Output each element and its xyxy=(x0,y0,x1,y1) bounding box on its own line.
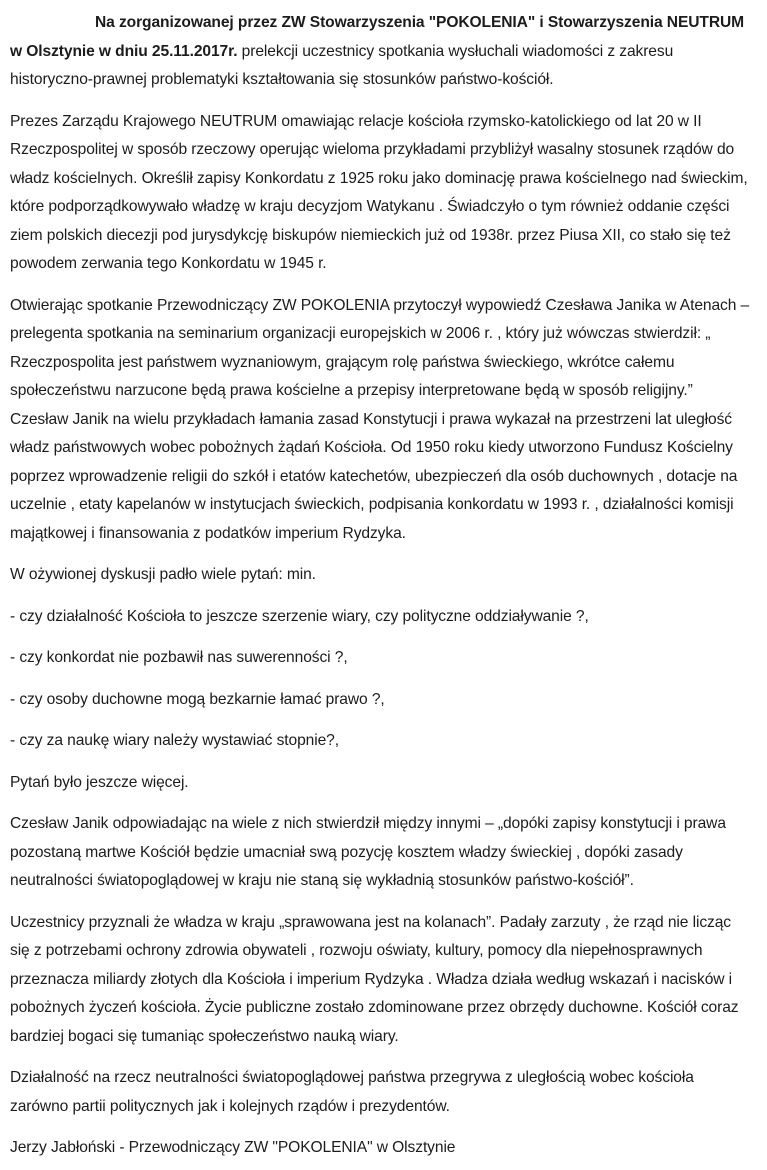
intro-bold-text: Na zorganizowanej przez ZW Stowarzyszenia "POKOLENIA" i Stowarzyszenia NEUTRUM w Olsztynie w dniu 25.11.2017r. xyxy=(10,14,745,60)
prezes-paragraph: Prezes Zarządu Krajowego NEUTRUM omawiając relacje kościoła rzymsko-katolickiego od lat 20 w II Rzeczpospolitej w sposób rzeczowy operując wieloma przykładami przybliżył wasalny stosunek rządów do władz kościelnych. Określił zapisy Konkordatu z 1925 roku jako dominację prawa kościelnego nad świeckim, które podporządkowywało władzę w kraju decyzjom Watykanu . Świadczyło o tym również oddanie części ziem polskich diecezji pod jurysdykcję biskupów niemieckich już od 1938r. przez Piusa XII, co stało się też powodem zerwania tego Konkordatu w 1945 r. xyxy=(10,112,748,272)
uczestnicy-paragraph: Uczestnicy przyznali że władza w kraju „sprawowana jest na kolanach”. Padały zarzuty , że rząd nie licząc się z potrzebami ochrony zdrowia obywateli , rozwoju oświaty, kultury, pomocy dla niepełnosprawnych przeznacza miliardy złotych dla Kościoła i imperium Rydzyka . Władza działa według wskazań i nacisków i pobożnych życzeń kościoła. Życie publiczne zostało zdominowane przez obrzędy duchowne. Kościół coraz bardziej bogaci się tumaniąc społeczeństwo nauką wiary. xyxy=(10,913,739,1045)
dzialalnosc-paragraph: Działalność na rzecz neutralności światopoglądowej państwa przegrywa z uległością wobec kościoła zarówno partii politycznych jak i kolejnych rządów i prezydentów. xyxy=(10,1069,694,1115)
question-item-4: - czy za naukę wiary należy wystawiać stopnie?, xyxy=(10,732,339,749)
question-item-3: - czy osoby duchowne mogą bezkarnie łamać prawo ?, xyxy=(10,690,385,708)
intro-paragraph xyxy=(10,9,753,95)
otwierajac-paragraph: Otwierając spotkanie Przewodniczący ZW POKOLENIA przytoczył wypowiedź Czesława Janika w Atenach – prelegenta spotkania na seminarium organizacji europejskich w 2006 r. , który już wówczas stwierdził: „ Rzeczpospolita jest państwem wyznaniowym, grającym rolę państwa świeckiego, wkrótce całemu społeczeństwu narzucone będą prawa kościelne a przepisy interpretowane będą w sposób religijny.” Czesław Janik na wielu przykładach łamania zasad Konstytucji i prawa wykazał na przestrzeni lat uległość władz państwowych wobec pobożnych żądań Kościoła. Od 1950 roku kiedy utworzono Fundusz Kościelny poprzez wprowadzenie religii do szkół i etatów katechetów, ubezpieczeń dla osób duchownych , dotacje na uczelnie , etaty kapelanów w instytucjach świeckich, podpisania konkordatu w 1993 r. , działalności komisji majątkowej i finansowania z podatków imperium Rydzyka. xyxy=(10,296,750,542)
signature-line: Jerzy Jabłoński - Przewodniczący ZW "POKOLENIA" w Olsztynie xyxy=(10,1139,456,1156)
intro-rest-text: prelekcji uczestnicy spotkania wysłuchali wiadomości z zakresu historyczno-prawnej problematyki kształtowania się stosunków państwo-kościół. xyxy=(10,42,674,88)
question-item-2: - czy konkordat nie pozbawił nas suwerenności ?, xyxy=(10,649,348,666)
questions-intro: W ożywionej dyskusji padło wiele pytań: min. xyxy=(10,566,316,583)
janik-paragraph: Czesław Janik odpowiadając na wiele z nich stwierdził między innymi – „dopóki zapisy konstytucji i prawa pozostaną martwe Kościół będzie umacniał swą pozycję kosztem władzy świeckiej , dopóki zasady neutralności światopoglądowej w kraju nie staną się wykładnią stosunków państwo-kościół”. xyxy=(10,815,726,889)
questions-outro: Pytań było jeszcze więcej. xyxy=(10,773,189,791)
question-item-1: - czy działalność Kościoła to jeszcze szerzenie wiary, czy polityczne oddziaływanie ?, xyxy=(10,607,589,625)
